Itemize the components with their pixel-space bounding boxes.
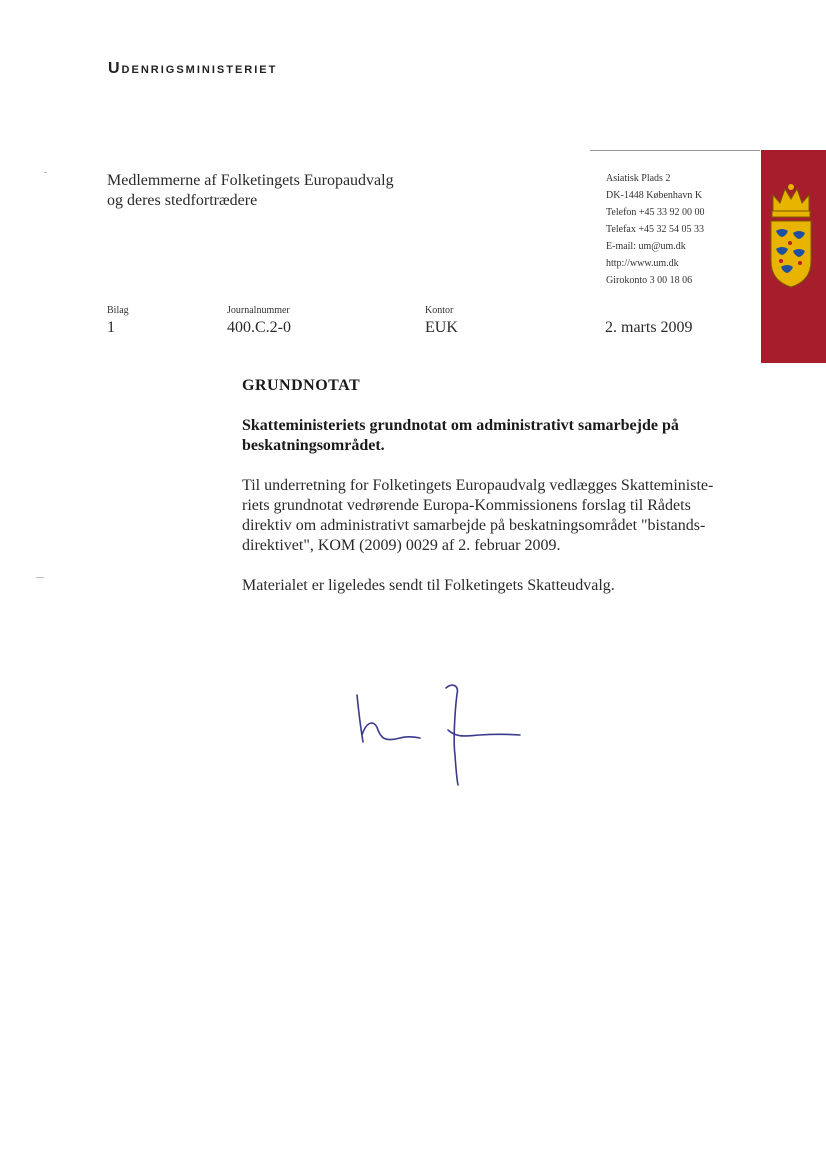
handwritten-signature	[345, 680, 535, 800]
bilag-label: Bilag	[107, 305, 129, 316]
address-line: http://www.um.dk	[606, 258, 679, 269]
address-line: Telefax +45 32 54 05 33	[606, 224, 704, 235]
bilag-value: 1	[107, 319, 115, 336]
body-paragraph	[242, 476, 747, 556]
body-paragraph-2: Materialet er ligeledes sendt til Folketingets Skatteudvalg.	[242, 577, 615, 594]
address-line: Girokonto 3 00 18 06	[606, 275, 693, 286]
address-line: E-mail: um@um.dk	[606, 241, 686, 252]
paragraph-line: Til underretning for Folketingets Europaudvalg vedlægges Skatteministe-	[242, 477, 714, 494]
paragraph-line: direktivet", KOM (2009) 0029 af 2. februar 2009.	[242, 537, 561, 554]
address-divider	[590, 150, 760, 151]
document-heading: GRUNDNOTAT	[242, 377, 361, 394]
subject-text: Skatteministeriets grundnotat om administrativt samarbejde på	[242, 417, 679, 434]
document-date: 2. marts 2009	[605, 319, 693, 336]
ministry-address	[606, 170, 705, 289]
address-line: Telefon +45 33 92 00 00	[606, 207, 705, 218]
royal-crest-icon	[767, 183, 815, 291]
margin-mark	[44, 172, 47, 173]
recipient-line: og deres stedfortrædere	[107, 192, 258, 209]
kontor-value: EUK	[425, 319, 458, 336]
recipient-line: Medlemmerne af Folketingets Europaudvalg	[107, 172, 394, 189]
kontor-label: Kontor	[425, 305, 454, 316]
paragraph-line: riets grundnotat vedrørende Europa-Kommissionens forslag til Rådets	[242, 497, 691, 514]
paragraph-line: direktiv om administrativt samarbejde på beskatningsområdet "bistands-	[242, 517, 706, 534]
address-line: Asiatisk Plads 2	[606, 173, 671, 184]
subject-line	[242, 416, 742, 456]
address-line: DK-1448 København K	[606, 190, 703, 201]
subject-text: beskatningsområdet.	[242, 437, 385, 454]
journal-number: 400.C.2-0	[227, 319, 291, 336]
ministry-name: Udenrigsministeriet	[108, 60, 278, 77]
margin-mark	[36, 577, 44, 578]
recipient-block	[107, 171, 394, 211]
journal-label: Journalnummer	[227, 305, 290, 316]
